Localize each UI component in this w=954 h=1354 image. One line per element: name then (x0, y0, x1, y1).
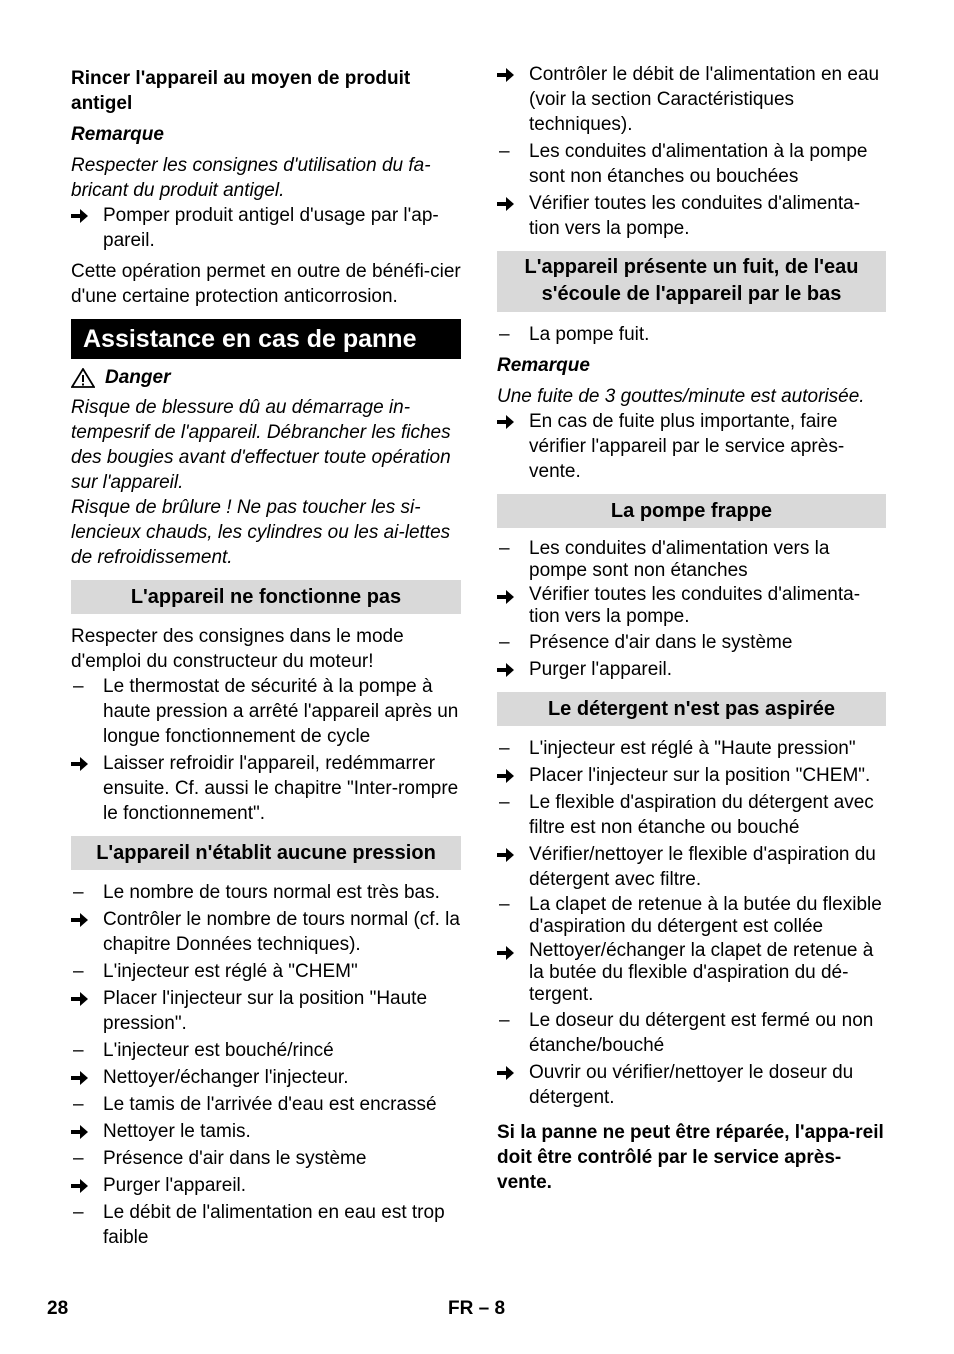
note-label: Remarque (71, 124, 164, 145)
list-item: – Le thermostat de sécurité à la pompe à haute pression a arrêté l'appareil après un longue fonctionnement de cycle (73, 676, 459, 747)
arrow-right-icon (497, 589, 515, 605)
dash-marker: – (73, 1040, 84, 1061)
arrow-right-icon (71, 208, 89, 224)
arrow-right-icon (497, 945, 515, 961)
list-item: – L'injecteur est bouché/rincé (73, 1040, 334, 1061)
arrow-right-icon (71, 991, 89, 1007)
anticorrosion-text: Cette opération permet en outre de bénéfi-cier d'une certaine protection anticorrosion. (71, 261, 461, 307)
note-label: Remarque (497, 355, 590, 376)
dash-marker: – (73, 1202, 84, 1223)
list-item: – Présence d'air dans le système (499, 632, 793, 653)
closing-note: Si la panne ne peut être réparée, l'appa-reil doit être contrôlé par le service après-vente. (497, 1122, 884, 1193)
section-heading: La pompe frappe (497, 494, 886, 528)
list-item: – L'injecteur est réglé à "CHEM" (73, 961, 358, 982)
arrow-right-icon (497, 662, 515, 678)
list-item: Ouvrir ou vérifier/nettoyer le doseur du détergent. (497, 1060, 886, 1110)
section-heading: L'appareil présente un fuit, de l'eau s'écoule de l'appareil par le bas (497, 251, 886, 312)
dash-marker: – (73, 961, 84, 982)
arrow-right-icon (497, 196, 515, 212)
note-text: Une fuite de 3 gouttes/minute est autorisée. (497, 386, 865, 407)
dash-marker: – (499, 141, 510, 162)
arrow-right-icon (71, 1178, 89, 1194)
list-item: – Présence d'air dans le système (73, 1148, 367, 1169)
arrow-right-icon (71, 756, 89, 772)
list-item: – Les conduites d'alimentation à la pompe sont non étanches ou bouchées (499, 141, 868, 187)
list-item: Pomper produit antigel d'usage par l'ap-pareil. (71, 203, 461, 253)
dash-marker: – (499, 1010, 510, 1031)
dash-marker: – (499, 894, 510, 915)
list-item: – Le nombre de tours normal est très bas. (73, 882, 440, 903)
dash-marker: – (73, 882, 84, 903)
section-heading: L'appareil n'établit aucune pression (71, 836, 461, 870)
list-item: Vérifier toutes les conduites d'alimenta-tion vers la pompe. (497, 191, 886, 241)
arrow-right-icon (497, 1065, 515, 1081)
dash-marker: – (73, 1094, 84, 1115)
section-heading: Le détergent n'est pas aspirée (497, 692, 886, 726)
dash-marker: – (499, 738, 510, 759)
danger-label: Danger (105, 367, 171, 388)
list-item: – Le tamis de l'arrivée d'eau est encrassé (73, 1094, 437, 1115)
list-item: Nettoyer le tamis. (71, 1119, 461, 1144)
dash-marker: – (499, 632, 510, 653)
warning-triangle-icon (71, 368, 95, 388)
dash-marker: – (499, 324, 510, 345)
list-item: – Le flexible d'aspiration du détergent avec filtre est non étanche ou bouché (499, 792, 874, 838)
list-item: Vérifier/nettoyer le flexible d'aspiration du détergent avec filtre. (497, 842, 886, 892)
arrow-right-icon (497, 847, 515, 863)
dash-marker: – (499, 792, 510, 813)
main-heading: Assistance en cas de panne (71, 319, 461, 359)
list-item: – Le doseur du détergent est fermé ou non étanche/bouché (499, 1010, 874, 1056)
dash-marker: – (73, 1148, 84, 1169)
danger-text: Risque de blessure dû au démarrage in-tempesrif de l'appareil. Débrancher les fiches des bougies avant d'effectuer toute opération sur l'appareil. (71, 397, 451, 493)
list-item: Purger l'appareil. (497, 657, 886, 682)
danger-label-row (71, 367, 461, 389)
dash-marker: – (499, 538, 510, 559)
list-item: – Le débit de l'alimentation en eau est trop faible (73, 1202, 445, 1248)
arrow-right-icon (71, 1070, 89, 1086)
list-item: Nettoyer/échanger la clapet de retenue à la butée du flexible d'aspiration du dé-tergent. (497, 940, 886, 1006)
arrow-right-icon (71, 912, 89, 928)
note-text: Respecter les consignes d'utilisation du fa-bricant du produit antigel. (71, 155, 431, 201)
arrow-right-icon (71, 1124, 89, 1140)
list-item: Laisser refroidir l'appareil, redémmarrer ensuite. Cf. aussi le chapitre "Inter-rompre le fonctionnement". (71, 751, 461, 826)
list-item: – Les conduites d'alimentation vers la pompe sont non étanches (499, 538, 830, 581)
rinse-title: Rincer l'appareil au moyen de produit antigel (71, 68, 411, 114)
list-item: En cas de fuite plus importante, faire vérifier l'appareil par le service après-vente. (497, 409, 886, 484)
arrow-right-icon (497, 768, 515, 784)
list-item: Nettoyer/échanger l'injecteur. (71, 1065, 461, 1090)
arrow-right-icon (497, 414, 515, 430)
list-item: Purger l'appareil. (71, 1173, 461, 1198)
page-number: 28 (47, 1298, 69, 1319)
page-label: FR – 8 (448, 1298, 506, 1319)
section-heading: L'appareil ne fonctionne pas (71, 580, 461, 614)
list-item: Placer l'injecteur sur la position "CHEM". (497, 763, 886, 788)
danger-text: Risque de brûlure ! Ne pas toucher les si-lencieux chauds, les cylindres ou les ai-lettes de refroidissement. (71, 497, 451, 568)
left-column (71, 62, 461, 1250)
dash-marker: – (73, 676, 84, 697)
list-item: – L'injecteur est réglé à "Haute pression" (499, 738, 856, 759)
arrow-right-icon (497, 67, 515, 83)
list-item: Contrôler le débit de l'alimentation en eau (voir la section Caractéristiques techniques). (497, 62, 886, 137)
section-intro: Respecter des consignes dans le mode d'emploi du constructeur du moteur! (71, 626, 404, 672)
right-column (497, 62, 886, 1195)
list-item: – La pompe fuit. (499, 324, 650, 345)
list-item: Vérifier toutes les conduites d'alimenta-tion vers la pompe. (497, 584, 886, 628)
list-item: Placer l'injecteur sur la position "Haute pression". (71, 986, 461, 1036)
list-item: – La clapet de retenue à la butée du flexible d'aspiration du détergent est collée (499, 894, 882, 937)
list-item: Contrôler le nombre de tours normal (cf. la chapitre Données techniques). (71, 907, 461, 957)
